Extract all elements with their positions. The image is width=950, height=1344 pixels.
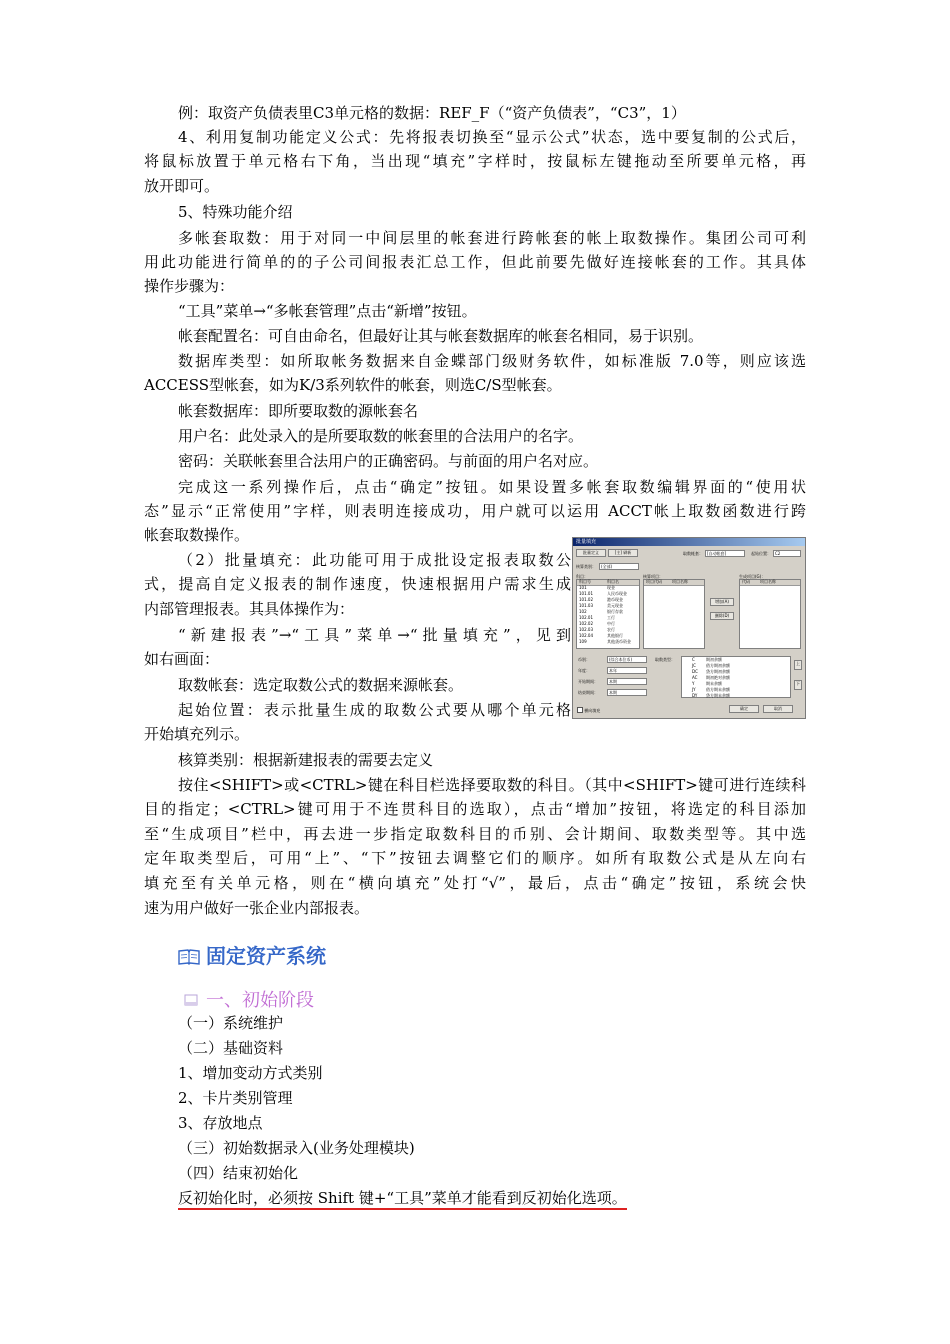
add-button[interactable]: 增加(A)	[710, 598, 734, 606]
text-line: 起始位置：表示批量生成的取数公式要从哪个单元格	[178, 701, 571, 719]
start-input[interactable]: C2	[773, 550, 801, 557]
currency-label: 币别：	[578, 657, 590, 662]
text-line: 密码：关联帐套里合法用户的正确密码。与前面的用户名对应。	[178, 452, 599, 470]
text-line: “工具”菜单→“多帐套管理”点击“新增”按钮。	[178, 302, 477, 320]
subject-col-header: 科目号	[579, 579, 591, 584]
subject-name: 现金	[607, 585, 615, 590]
currency-select[interactable]: (综合本位币)	[607, 656, 647, 663]
type-name: 借方期末余额	[706, 687, 730, 692]
list-item: （二）基础资料	[178, 1039, 284, 1057]
subject-list[interactable]	[576, 579, 640, 649]
underlined-note: 反初始化时，必须按 Shift 键+“工具”菜单才能看到反初始化选项。	[178, 1189, 627, 1210]
begin-label: 开始期间：	[578, 679, 598, 684]
subject-name: 农行	[607, 627, 615, 632]
item-col-header: 项目代码	[646, 579, 662, 584]
end-select[interactable]: 本期	[607, 689, 647, 696]
text-line: 至“生成项目”栏中，再去进一步指定取数科目的币别、会计期间、取数类型等。其中选	[144, 825, 806, 843]
text-line: 操作步骤为：	[144, 277, 235, 295]
text-line: 核算类别：根据新建报表的需要去定义	[178, 751, 434, 769]
text-line: 放开即可。	[144, 177, 220, 195]
gen-label: 生成项目(G)：	[739, 574, 766, 579]
list-item: （一）系统维护	[178, 1014, 284, 1032]
item-col-header: 项目名称	[672, 579, 688, 584]
delete-button[interactable]: 删除(D)	[710, 612, 734, 620]
type-code: DY	[692, 693, 698, 698]
type-label: 取数类型：	[655, 657, 675, 662]
cancel-button[interactable]: 取消	[763, 705, 793, 713]
subject-code: 102.02	[579, 621, 593, 626]
item-label: 核算项目：	[643, 574, 663, 579]
horizontal-fill-label: 横向填充	[584, 708, 601, 713]
text-line: 多帐套取数：用于对同一中间层里的帐套进行跨帐套的帐上取数操作。集团公司可利	[178, 229, 806, 247]
year-select[interactable]: 本年	[607, 667, 647, 674]
subject-name: 港币现金	[607, 597, 623, 602]
type-code: DC	[692, 669, 698, 674]
list-item: （四）结束初始化	[178, 1164, 299, 1182]
type-code: JY	[692, 687, 696, 692]
subject-name: 其他银行	[607, 633, 623, 638]
subject-name: 工行	[607, 615, 615, 620]
batch-fill-dialog	[572, 537, 806, 719]
section-title: 固定资产系统	[206, 944, 326, 968]
text-line: 开始填充列示。	[144, 725, 250, 743]
refresh-button[interactable]: [主] 刷新	[608, 549, 638, 557]
text-line: 态”显示“正常使用”字样，则表明连接成功，用户就可以运用 ACCT帐上取数函数进行跨	[144, 502, 806, 520]
text-line: 帐套取数操作。	[144, 526, 250, 544]
list-item: 1、增加变动方式类别	[178, 1064, 323, 1082]
text-line: “新建报表”→“工具”菜单→“批量填充”，见到	[178, 626, 571, 644]
category-select[interactable]: (全部)	[599, 563, 639, 570]
year-label: 年度：	[578, 668, 590, 673]
text-line: 定年取类型后，可用“上”、“下”按钮去调整它们的顺序。如所有取数公式是从左向右	[144, 849, 806, 867]
subject-code: 101.01	[579, 591, 593, 596]
subsection-title: 一、初始阶段	[206, 990, 314, 1011]
text-line: 取数帐套：选定取数公式的数据来源帐套。	[178, 676, 464, 694]
text-line: 填充至有关单元格，则在“横向填充”处打“√”，最后，点击“确定”按钮，系统会快	[144, 874, 806, 892]
type-code: C	[692, 657, 695, 662]
text-line: 如右画面：	[144, 650, 220, 668]
section-heading	[178, 940, 326, 969]
checkbox-box	[577, 707, 583, 713]
batch-define-button[interactable]: 批量定义	[576, 549, 606, 557]
type-code: AC	[692, 675, 698, 680]
text-line: 数据库类型：如所取帐务数据来自金蝶部门级财务软件，如标准版 7.0等，则应该选	[178, 352, 806, 370]
dialog-title: 批量填充	[573, 538, 805, 546]
type-name: 贷方期初余额	[706, 669, 730, 674]
subsection-heading	[184, 986, 314, 1012]
text-line: 帐套数据库：即所要取数的源帐套名	[178, 402, 419, 420]
subject-name: 中行	[607, 621, 615, 626]
text-line: 式，提高自定义报表的制作速度，快速根据用户需求生成	[144, 575, 571, 593]
subject-name: 人民币现金	[607, 591, 627, 596]
document-icon	[184, 993, 198, 1007]
type-name: 期末余额	[706, 681, 722, 686]
acct-select[interactable]: [自动帐套]	[705, 550, 745, 557]
text-line: 4、利用复制功能定义公式：先将报表切换至“显示公式”状态，选中要复制的公式后，	[178, 128, 806, 146]
subject-code: 109	[579, 639, 587, 644]
text-line: （2）批量填充：此功能可用于成批设定报表取数公	[178, 551, 571, 569]
text-line: 速为用户做好一张企业内部报表。	[144, 899, 370, 917]
ok-button[interactable]: 确定	[729, 705, 759, 713]
subject-code: 101	[579, 585, 587, 590]
down-button[interactable]: 下	[794, 680, 802, 690]
type-code: Y	[692, 681, 695, 686]
gen-col-header: 代码	[742, 579, 750, 584]
subject-label: 科目：	[576, 574, 588, 579]
text-line: 用户名：此处录入的是所要取数的帐套里的合法用户的名字。	[178, 427, 584, 445]
text-line: 目的指定；<CTRL>键可用于不连贯科目的选取），点击“增加”按钮，将选定的科目添加	[144, 800, 806, 818]
list-item: 3、存放地点	[178, 1114, 263, 1132]
generated-list[interactable]	[739, 579, 801, 649]
list-item: （三）初始数据录入(业务处理模块)	[178, 1139, 415, 1157]
type-code: JC	[692, 663, 696, 668]
subject-col-header: 科目名	[607, 579, 619, 584]
subject-name: 银行存款	[607, 609, 623, 614]
list-item: 2、卡片类别管理	[178, 1089, 293, 1107]
subject-code: 101.03	[579, 603, 593, 608]
text-line: 内部管理报表。其具体操作为：	[144, 600, 355, 618]
end-label: 结束期间：	[578, 690, 598, 695]
text-line: 例：取资产负债表里C3单元格的数据：REF_F（“资产负债表”，“C3”，1）	[178, 104, 686, 122]
text-line: 将鼠标放置于单元格右下角，当出现“填充”字样时，按鼠标左键拖动至所要单元格，再	[144, 152, 806, 170]
category-label: 核算类别：	[576, 564, 596, 569]
begin-select[interactable]: 本期	[607, 678, 647, 685]
text-line: ACCESS型帐套，如为K/3系列软件的帐套，则选C/S型帐套。	[144, 376, 562, 394]
subject-code: 102.04	[579, 633, 593, 638]
horizontal-fill-checkbox[interactable]	[577, 707, 600, 713]
start-label: 起始位置：	[751, 551, 771, 556]
subject-code: 101.02	[579, 597, 593, 602]
text-line: 按住<SHIFT>或<CTRL>键在科目栏选择要取数的科目。（其中<SHIFT>键可进行连续科	[178, 776, 806, 794]
item-list[interactable]	[643, 579, 705, 649]
subject-name: 其他货币资金	[607, 639, 631, 644]
text-line: 完成这一系列操作后，点击“确定”按钮。如果设置多帐套取数编辑界面的“使用状	[178, 478, 806, 496]
text-line: 5、特殊功能介绍	[178, 203, 293, 221]
text-line: 帐套配置名：可自由命名，但最好让其与帐套数据库的帐套名相同，易于识别。	[178, 327, 704, 345]
subject-code: 102	[579, 609, 587, 614]
type-name: 期初余额	[706, 657, 722, 662]
text-line: 用此功能进行简单的的子公司间报表汇总工作，但此前要先做好连接帐套的工作。其具体	[144, 253, 806, 271]
book-icon	[178, 948, 200, 966]
type-name: 借方期初余额	[706, 663, 730, 668]
type-name: 贷方期末余额	[706, 693, 730, 698]
gen-col-header: 项目名称	[760, 579, 776, 584]
type-list[interactable]	[681, 656, 791, 698]
type-name: 期初绝对余额	[706, 675, 730, 680]
up-button[interactable]: 上	[794, 660, 802, 670]
acct-label: 取数帐套：	[683, 551, 703, 556]
subject-code: 102.01	[579, 615, 593, 620]
subject-code: 102.03	[579, 627, 593, 632]
note-line	[178, 1187, 627, 1210]
subject-name: 美元现金	[607, 603, 623, 608]
